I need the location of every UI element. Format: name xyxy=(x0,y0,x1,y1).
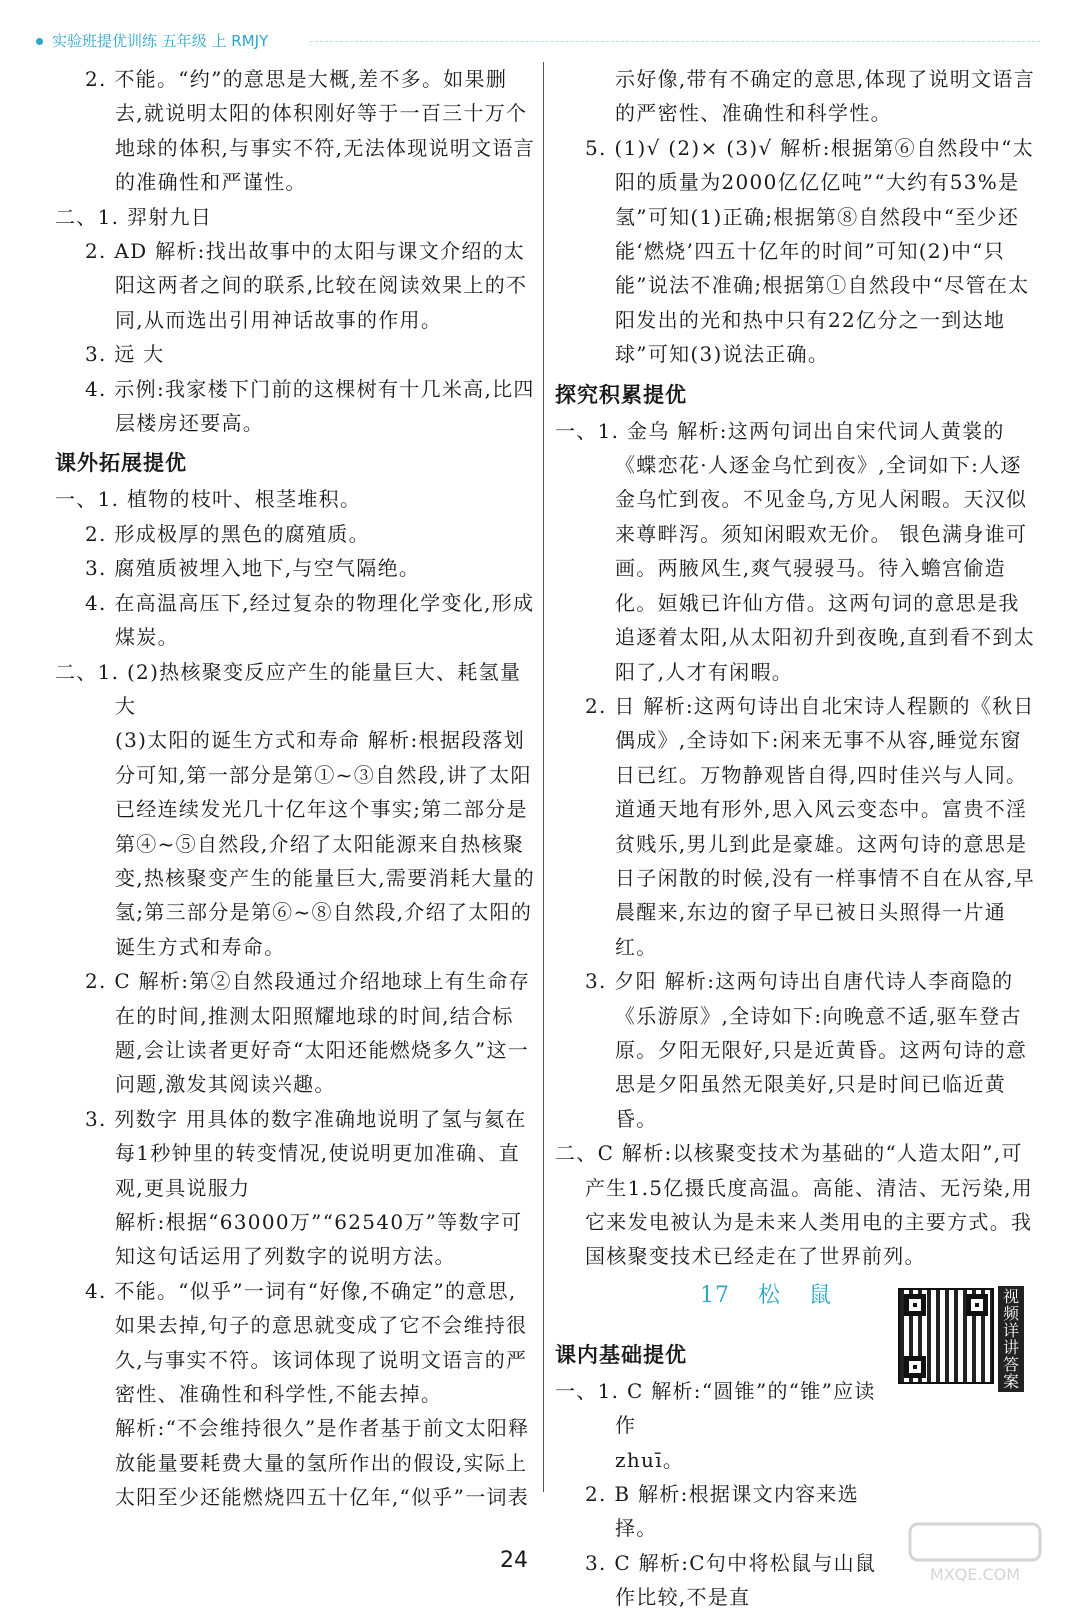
section-heading: 课内基础提优 xyxy=(555,1342,687,1367)
answer-paragraph: 2. 不能。“约”的意思是大概,差不多。如果删去,就说明太阳的体积刚好等于一百三十万个地球的体积,与事实不符,无法体现说明文语言的准确性和严谨性。 xyxy=(85,67,536,195)
section-heading: 探究积累提优 xyxy=(555,382,687,407)
answer-paragraph: 2. C 解析:第②自然段通过介绍地球上有生命存在的时间,推测太阳照耀地球的时间,结合标题,会让读者更好奇“太阳还能燃烧多久”这一问题,激发其阅读兴趣。 xyxy=(85,969,531,1097)
answer-paragraph: 3. 远 大 xyxy=(85,342,165,367)
watermark-logo xyxy=(900,1518,1050,1588)
lesson-17-answers xyxy=(555,1336,885,1615)
lesson-number: 17 xyxy=(700,1283,730,1308)
answer-paragraph: 3. C 解析:C句中将松鼠与山鼠作比较,不是直 xyxy=(585,1550,877,1610)
header-bullet-icon xyxy=(36,38,43,45)
answer-paragraph: 3. 夕阳 解析:这两句诗出自唐代诗人李商隐的《乐游原》,全诗如下:向晚意不适,驱车登古原。夕阳无限好,只是近黄昏。这两句诗的意思是夕阳虽然无限美好,只是时间已临近黄昏。 xyxy=(585,969,1028,1131)
lesson-title-char-2: 鼠 xyxy=(809,1283,833,1308)
answer-paragraph: 二、1. 羿射九日 xyxy=(55,204,213,229)
answer-paragraph: 4. 在高温高压下,经过复杂的物理化学变化,形成煤炭。 xyxy=(85,590,535,650)
left-column xyxy=(55,62,535,1515)
answer-paragraph: 解析:“不会维持很久”是作者基于前文太阳释放能量要耗费大量的氢所作出的假设,实际上太阳至少还能燃烧四五十亿年,“似乎”一词表 xyxy=(115,1416,530,1510)
answer-paragraph: 一、1. 金乌 解析:这两句词出自宋代词人黄裳的《蝶恋花·人逐金乌忙到夜》,全词如下:人逐金乌忙到夜。不见金乌,方见人闲暇。天汉似来尊畔泻。须知闲暇欢无价。 银色满身谁可画。两腋风生,爽气骎骎马。待入蟾宫偷造化。姮娥已许仙方借。这两句词的意思是我追逐着太阳,从太阳初升到夜晚,直到看不到太阳了,人才有闲暇。 xyxy=(555,418,1036,684)
page-number: 24 xyxy=(500,1548,528,1573)
qr-code-icon[interactable] xyxy=(898,1288,994,1384)
answer-paragraph: 示好像,带有不确定的意思,体现了说明文语言的严密性、准确性和科学性。 xyxy=(615,67,1036,126)
qr-finder-icon xyxy=(966,1294,988,1316)
answer-paragraph: 一、1. 植物的枝叶、根茎堆积。 xyxy=(55,487,362,512)
answer-paragraph: (3)太阳的诞生方式和寿命 解析:根据段落划分可知,第一部分是第①~③自然段,讲了太阳已经连续发光几十亿年这个事实;第二部分是第④~⑤自然段,介绍了太阳能源来自热核聚变,热核聚变产生的能量巨大,需要消耗大量的氢;第三部分是第⑥~⑧自然段,介绍了太阳的诞生方式和寿命。 xyxy=(115,728,536,959)
answer-paragraph: 3. 列数字 用具体的数字准确地说明了氢与氦在每1秒钟里的转变情况,使说明更加准确、直观,更具说服力 xyxy=(85,1106,527,1200)
qr-finder-icon xyxy=(904,1294,926,1316)
qr-finder-icon xyxy=(904,1356,926,1378)
svg-text:MXQE.COM: MXQE.COM xyxy=(929,1565,1021,1584)
column-divider xyxy=(543,62,544,1492)
header-rule xyxy=(310,41,1040,42)
answer-paragraph: 解析:根据“63000万”“62540万”等数字可知这句话运用了列数字的说明方法。 xyxy=(115,1210,523,1269)
lesson-title xyxy=(700,1278,832,1309)
section-heading: 课外拓展提优 xyxy=(55,451,187,476)
answer-paragraph: 2. AD 解析:找出故事中的太阳与课文介绍的太阳这两者之间的联系,比较在阅读效果上的不同,从而选出引用神话故事的作用。 xyxy=(85,239,528,332)
answer-paragraph: 2. 日 解析:这两句诗出自北宋诗人程颢的《秋日偶成》,全诗如下:闲来无事不从容,睡觉东窗日已红。万物静观皆自得,四时佳兴与人同。道通天地有形外,思入风云变态中。富贵不淫贫贱乐,男儿到此是豪雄。这两句诗的意思是日子闲散的时候,没有一样事情不自在从容,早晨醒来,东边的窗子早已被日头照得一片通红。 xyxy=(585,693,1036,959)
answer-paragraph: zhuī。 xyxy=(615,1447,685,1472)
answer-paragraph: 二、C 解析:以核聚变技术为基础的“人造太阳”,可产生1.5亿摄氏度高温。高能、清洁、无污染,用它来发电被认为是未来人类用电的主要方式。我国核聚变技术已经走在了世界前列。 xyxy=(555,1141,1034,1269)
running-header xyxy=(30,30,1040,52)
answer-paragraph: 二、1. (2)热核聚变反应产生的能量巨大、耗氢量大 xyxy=(55,659,522,718)
header-title: 实验班提优训练 五年级 上 RMJY xyxy=(52,32,269,50)
answer-paragraph: 一、1. C 解析:“圆锥”的“锥”应读作 xyxy=(555,1378,876,1438)
answer-paragraph: 3. 腐殖质被埋入地下,与空气隔绝。 xyxy=(85,556,421,581)
qr-label: 视频详讲答案 xyxy=(998,1286,1024,1392)
answer-paragraph: 5. (1)√ (2)× (3)√ 解析:根据第⑥自然段中“太阳的质量为2000亿亿亿吨”“大约有53%是氢”可知(1)正确;根据第⑧自然段中“至少还能‘燃烧’四五十亿年的时间”可知(2)中“只能”说法不准确;根据第①自然段中“尽管在太阳发出的光和热中只有22亿分之一到达地球”可知(3)说法正确。 xyxy=(585,135,1035,367)
answer-paragraph: 2. B 解析:根据课文内容来选择。 xyxy=(585,1482,860,1541)
answer-paragraph: 4. 示例:我家楼下门前的这棵树有十几米高,比四层楼房还要高。 xyxy=(85,376,535,436)
answer-paragraph: 4. 不能。“似乎”一词有“好像,不确定”的意思,如果去掉,句子的意思就变成了它不会维持很久,与事实不符。该词体现了说明文语言的严密性、准确性和科学性,不能去掉。 xyxy=(85,1278,528,1407)
answer-paragraph: 2. 形成极厚的黑色的腐殖质。 xyxy=(85,521,370,546)
lesson-title-char-1: 松 xyxy=(758,1283,782,1308)
